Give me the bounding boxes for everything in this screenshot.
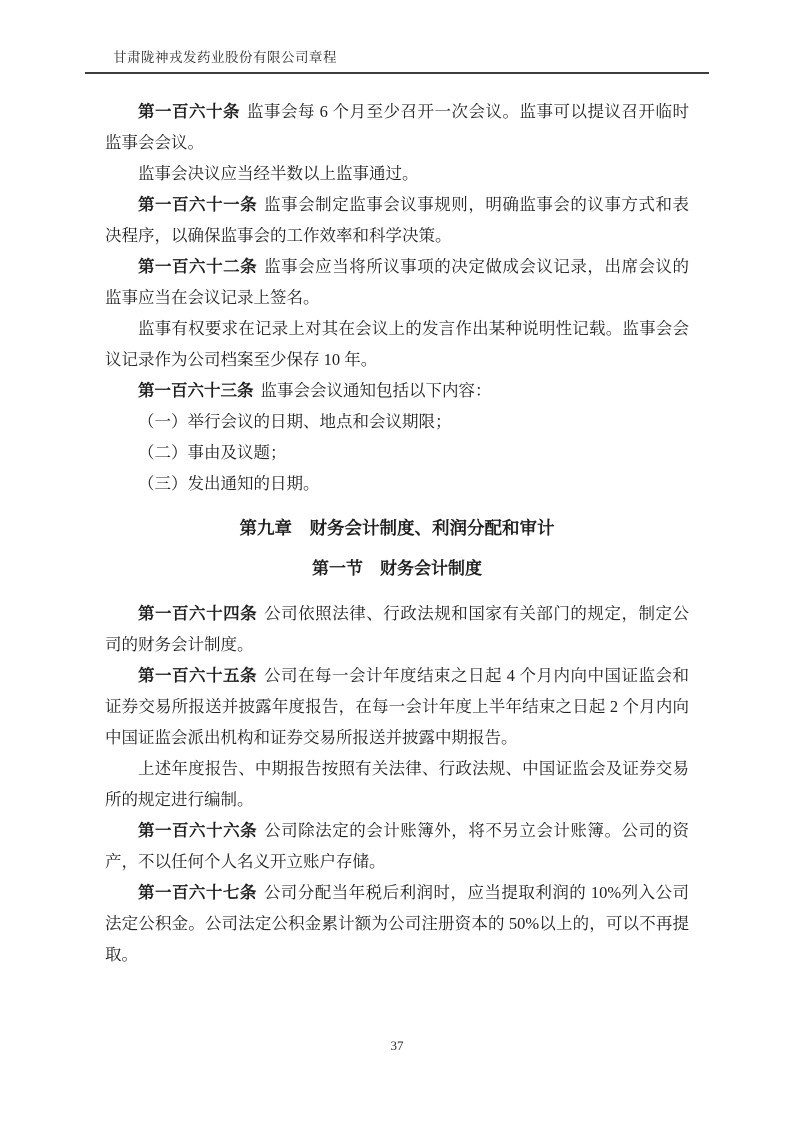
article-paragraph <box>105 877 689 970</box>
list-item <box>105 437 689 468</box>
page-footer <box>0 1038 794 1054</box>
list-item <box>105 468 689 499</box>
page-header <box>85 46 709 74</box>
article-paragraph <box>105 375 689 406</box>
article-paragraph <box>105 815 689 877</box>
article-text: 监事会制定监事会议事规则，明确监事会的议事方式和表决程序，以确保监事会的工作效率和科学决策。 <box>105 195 690 245</box>
article-paragraph <box>105 660 689 753</box>
paragraph-text: 监事有权要求在记录上对其在会议上的发言作出某种说明性记载。监事会会议记录作为公司档案至少保存 10 年。 <box>105 319 689 369</box>
document-body <box>105 96 689 970</box>
article-number: 第一百六十七条 <box>138 883 257 902</box>
page-number: 37 <box>390 1038 404 1053</box>
article-number: 第一百六十四条 <box>138 604 258 623</box>
article-paragraph <box>105 96 689 158</box>
list-item-text: （一）举行会议的日期、地点和会议期限； <box>138 412 452 431</box>
article-text: 监事会应当将所议事项的决定做成会议记录，出席会议的监事应当在会议记录上签名。 <box>105 257 690 307</box>
article-text: 公司分配当年税后利润时，应当提取利润的 10%列入公司法定公积金。公司法定公积金累计额为公司注册资本的 50%以上的，可以不再提取。 <box>105 883 690 964</box>
body-paragraph <box>105 313 689 375</box>
article-number: 第一百六十三条 <box>138 381 254 400</box>
article-text: 公司在每一会计年度结束之日起 4 个月内向中国证监会和证券交易所报送并披露年度报告，在每一会计年度上半年结束之日起 2 个月内向中国证监会派出机构和证券交易所报送并披露中期报告。 <box>105 666 689 747</box>
article-text: 监事会每 6 个月至少召开一次会议。监事可以提议召开临时监事会会议。 <box>105 102 689 152</box>
list-item-text: （三）发出通知的日期。 <box>138 474 320 493</box>
article-paragraph <box>105 189 689 251</box>
article-number: 第一百六十一条 <box>138 195 258 214</box>
article-text: 公司依照法律、行政法规和国家有关部门的规定，制定公司的财务会计制度。 <box>105 604 690 654</box>
article-number: 第一百六十五条 <box>138 666 257 685</box>
header-title: 甘肃陇神戎发药业股份有限公司章程 <box>113 50 337 65</box>
article-text: 监事会会议通知包括以下内容： <box>260 381 492 400</box>
body-paragraph <box>105 753 689 815</box>
body-paragraph <box>105 158 689 189</box>
article-text: 公司除法定的会计账簿外，将不另立会计账簿。公司的资产，不以任何个人名义开立账户存储。 <box>105 821 690 871</box>
article-paragraph <box>105 598 689 660</box>
chapter-heading: 第九章 财务会计制度、利润分配和审计 <box>239 518 555 538</box>
list-item-text: （二）事由及议题； <box>138 443 287 462</box>
article-number: 第一百六十二条 <box>138 257 258 276</box>
paragraph-text: 监事会决议应当经半数以上监事通过。 <box>138 164 419 183</box>
paragraph-text: 上述年度报告、中期报告按照有关法律、行政法规、中国证监会及证券交易所的规定进行编制。 <box>105 759 689 809</box>
section-heading: 第一节 财务会计制度 <box>312 559 482 578</box>
article-paragraph <box>105 251 689 313</box>
article-number: 第一百六十条 <box>138 102 240 121</box>
list-item <box>105 406 689 437</box>
article-number: 第一百六十六条 <box>138 821 258 840</box>
